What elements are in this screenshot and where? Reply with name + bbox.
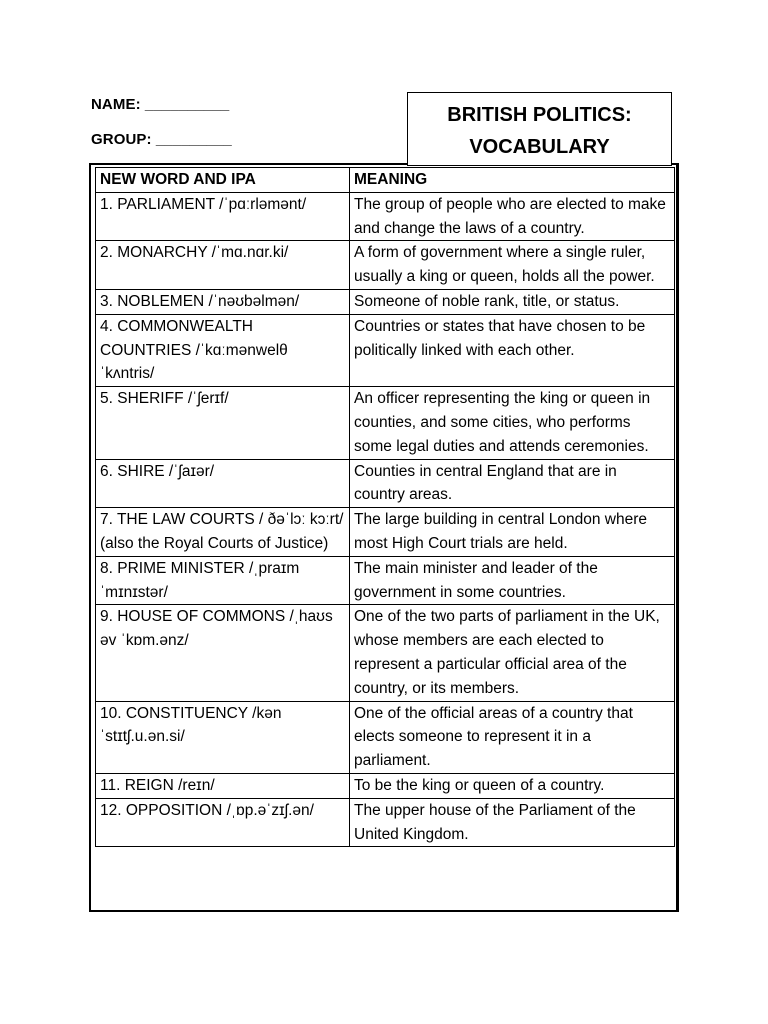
table-row bbox=[96, 459, 675, 508]
table-row bbox=[96, 241, 675, 290]
table-row bbox=[96, 773, 675, 798]
meaning-cell: A form of government where a single ruler, usually a king or queen, holds all the power. bbox=[350, 241, 675, 290]
meaning-cell: One of the two parts of parliament in the UK, whose members are each elected to represent a particular official area of the country, or its members. bbox=[350, 605, 675, 701]
table-header-row bbox=[96, 168, 675, 193]
word-cell: 8. PRIME MINISTER /ˌpraɪm ˈmɪnɪstər/ bbox=[96, 556, 350, 605]
vocabulary-table-frame bbox=[89, 163, 679, 912]
table-row bbox=[96, 192, 675, 241]
word-cell: 10. CONSTITUENCY /kən ˈstɪtʃ.u.ən.si/ bbox=[96, 701, 350, 773]
name-field-label: NAME: __________ bbox=[91, 96, 230, 113]
word-cell: 5. SHERIFF /ˈʃerɪf/ bbox=[96, 387, 350, 459]
word-cell: 11. REIGN /reɪn/ bbox=[96, 773, 350, 798]
group-field-label: GROUP: _________ bbox=[91, 131, 232, 148]
word-cell: 6. SHIRE /ˈʃaɪər/ bbox=[96, 459, 350, 508]
table-row bbox=[96, 605, 675, 701]
meaning-cell: An officer representing the king or queen in counties, and some cities, who performs some legal duties and attends ceremonies. bbox=[350, 387, 675, 459]
meaning-cell: The large building in central London where most High Court trials are held. bbox=[350, 508, 675, 557]
meaning-cell: The group of people who are elected to make and change the laws of a country. bbox=[350, 192, 675, 241]
word-cell: 12. OPPOSITION /ˌɒp.əˈzɪʃ.ən/ bbox=[96, 798, 350, 847]
table-row bbox=[96, 798, 675, 847]
worksheet-title-line-1: BRITISH POLITICS: bbox=[447, 104, 632, 126]
meaning-cell: The main minister and leader of the government in some countries. bbox=[350, 556, 675, 605]
column-header-word: NEW WORD AND IPA bbox=[96, 168, 350, 193]
meaning-cell: One of the official areas of a country that elects someone to represent it in a parliament. bbox=[350, 701, 675, 773]
meaning-cell: Someone of noble rank, title, or status. bbox=[350, 289, 675, 314]
worksheet-title-box bbox=[407, 92, 672, 166]
word-cell: 7. THE LAW COURTS / ðəˈlɔː kɔːrt/ (also the Royal Courts of Justice) bbox=[96, 508, 350, 557]
table-row bbox=[96, 508, 675, 557]
table-row bbox=[96, 289, 675, 314]
worksheet-title-line-2: VOCABULARY bbox=[469, 136, 610, 158]
column-header-meaning: MEANING bbox=[350, 168, 675, 193]
word-cell: 9. HOUSE OF COMMONS /ˌhaʊs əv ˈkɒm.ənz/ bbox=[96, 605, 350, 701]
word-cell: 2. MONARCHY /ˈmɑ.nɑr.ki/ bbox=[96, 241, 350, 290]
table-row bbox=[96, 314, 675, 386]
word-cell: 3. NOBLEMEN /ˈnəʊbəlmən/ bbox=[96, 289, 350, 314]
meaning-cell: The upper house of the Parliament of the United Kingdom. bbox=[350, 798, 675, 847]
table-row bbox=[96, 387, 675, 459]
meaning-cell: To be the king or queen of a country. bbox=[350, 773, 675, 798]
word-cell: 1. PARLIAMENT /ˈpɑːrləmənt/ bbox=[96, 192, 350, 241]
table-row bbox=[96, 701, 675, 773]
meaning-cell: Countries or states that have chosen to be politically linked with each other. bbox=[350, 314, 675, 386]
table-row bbox=[96, 556, 675, 605]
word-cell: 4. COMMONWEALTH COUNTRIES /ˈkɑːmənwelθ ˈkʌntris/ bbox=[96, 314, 350, 386]
meaning-cell: Counties in central England that are in country areas. bbox=[350, 459, 675, 508]
vocabulary-table bbox=[95, 167, 675, 847]
